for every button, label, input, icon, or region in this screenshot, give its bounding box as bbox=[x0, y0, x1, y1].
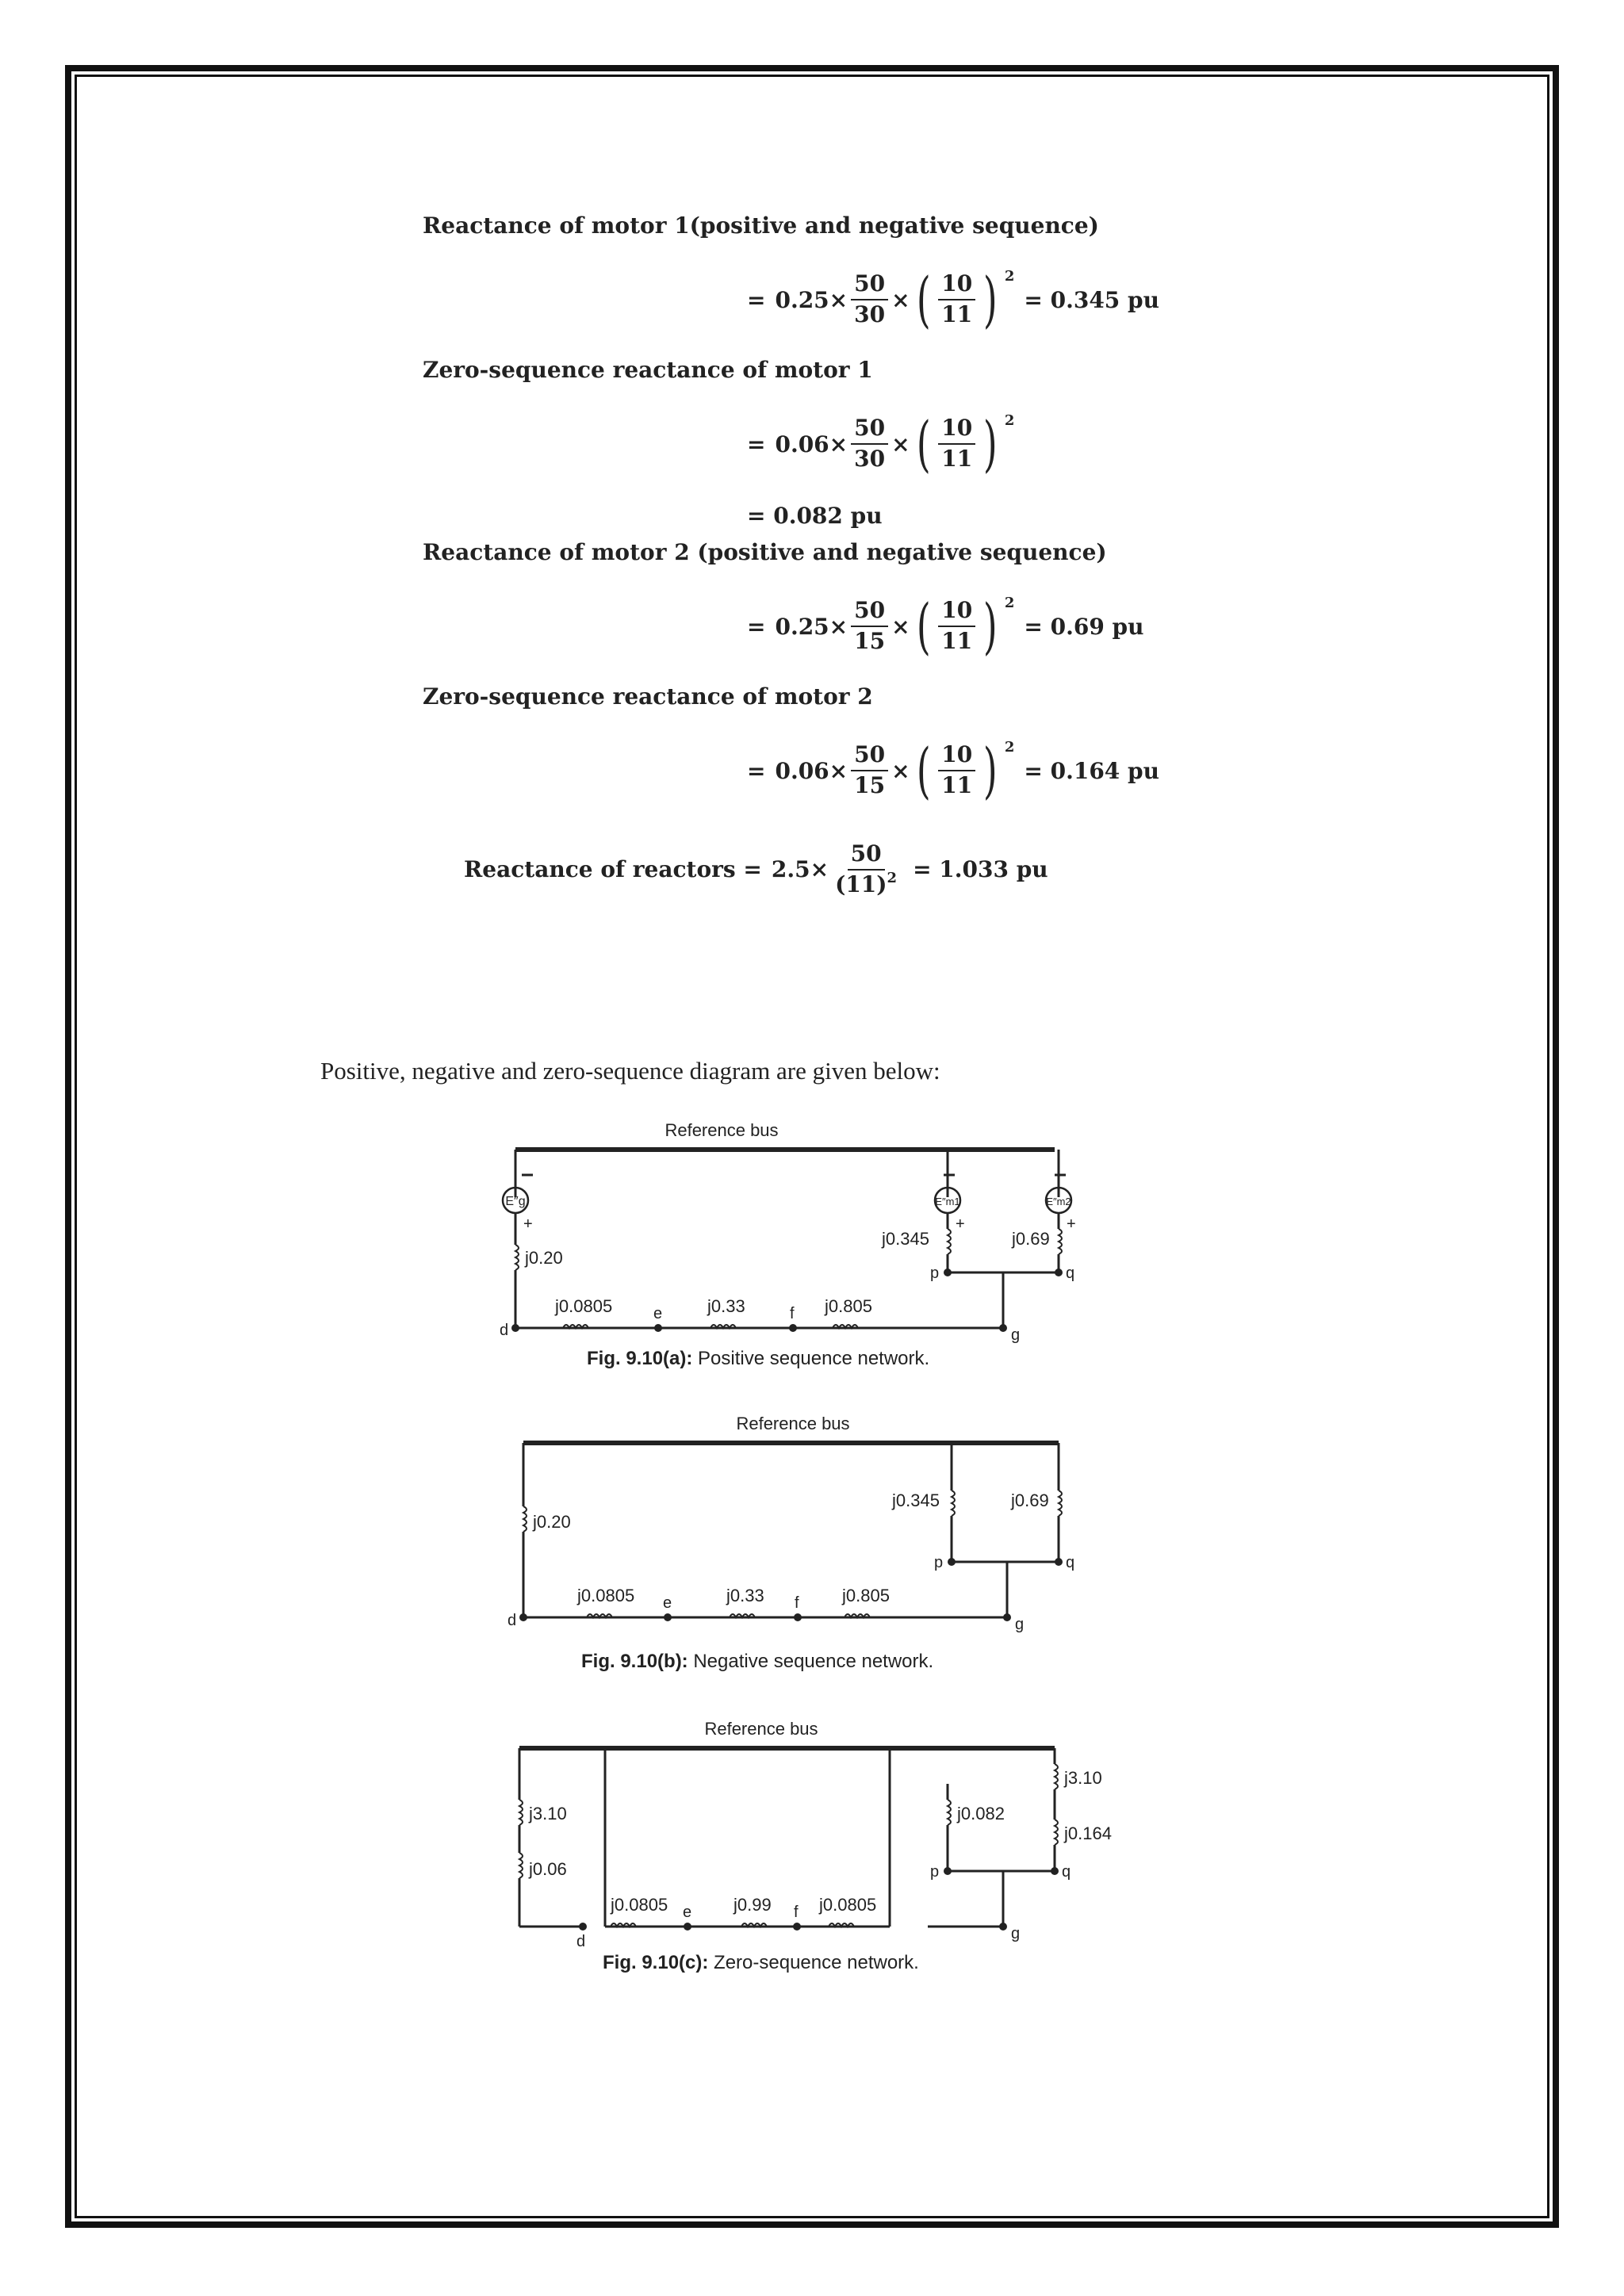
node-q bbox=[1055, 1269, 1063, 1276]
paren-group: ( $\frac{10}{11}$ ) bbox=[916, 264, 998, 335]
node-q-label: q bbox=[1062, 1863, 1071, 1881]
x-g-label: j0.20 bbox=[533, 1512, 571, 1532]
motor1-zero-equation: = 0.06 × $\frac{50}{30}$ × ( $\frac{10}{11}$ ) 2 bbox=[747, 408, 1015, 479]
motor2-inductor-icon bbox=[1059, 1490, 1062, 1516]
motor1-zero-label: Zero-sequence reactance of motor 1 bbox=[423, 357, 873, 383]
fig-a-caption: Fig. 9.10(a): Positive sequence network. bbox=[587, 1348, 930, 1369]
generator-source-label: E″g bbox=[505, 1195, 526, 1208]
node-p-label: p bbox=[930, 1863, 940, 1881]
positive-sequence-diagram bbox=[476, 1110, 1110, 1380]
motor1-source-label: E″m1 bbox=[935, 1196, 960, 1207]
node-f bbox=[789, 1324, 797, 1332]
motor2-source-label: E″m2 bbox=[1046, 1196, 1071, 1207]
node-q-label: q bbox=[1066, 1554, 1075, 1571]
node-p-label: p bbox=[934, 1554, 944, 1571]
reference-bus-label: Reference bus bbox=[665, 1120, 779, 1140]
node-p bbox=[948, 1558, 956, 1566]
x-m1-label: j0.345 bbox=[892, 1490, 940, 1510]
node-e bbox=[664, 1613, 672, 1621]
x-de-label: j0.0805 bbox=[555, 1296, 613, 1316]
node-g bbox=[1003, 1613, 1011, 1621]
node-f-label: f bbox=[794, 1904, 799, 1921]
generator-plus-sign: + bbox=[523, 1215, 533, 1233]
node-g-label: g bbox=[1015, 1616, 1025, 1633]
x-m2-label: j0.69 bbox=[1012, 1229, 1050, 1249]
motor1-inductor-icon bbox=[952, 1490, 955, 1516]
node-p-label: p bbox=[930, 1265, 940, 1282]
motor2-inductor-2-icon bbox=[1055, 1820, 1058, 1845]
node-d-label: d bbox=[500, 1322, 509, 1339]
node-p bbox=[944, 1867, 952, 1875]
node-g bbox=[999, 1324, 1007, 1332]
x-m1-label: j0.345 bbox=[882, 1229, 929, 1249]
reference-bus-label: Reference bus bbox=[736, 1414, 850, 1433]
motor2-inductor-1-icon bbox=[1055, 1764, 1058, 1789]
node-q bbox=[1055, 1558, 1063, 1566]
node-e-label: e bbox=[683, 1904, 692, 1921]
motor2-zero-label: Zero-sequence reactance of motor 2 bbox=[423, 683, 873, 710]
node-d-label: d bbox=[508, 1612, 517, 1629]
x-ef-label: j0.33 bbox=[726, 1586, 764, 1605]
x-m2a-label: j3.10 bbox=[1064, 1768, 1102, 1788]
motor1-pos-equation: = 0.25 × $\frac{50}{30}$ × ( $\frac{10}{11}$ ) 2 = 0.345 pu bbox=[747, 264, 1159, 335]
fig-c-caption: Fig. 9.10(c): Zero-sequence network. bbox=[603, 1952, 919, 1973]
node-q-label: q bbox=[1066, 1265, 1075, 1282]
fig-b-caption: Fig. 9.10(b): Negative sequence network. bbox=[581, 1651, 934, 1672]
node-f-label: f bbox=[795, 1594, 799, 1612]
node-e bbox=[684, 1923, 691, 1931]
x-ef-label: j0.33 bbox=[707, 1296, 745, 1316]
node-d bbox=[579, 1923, 587, 1931]
zero-sequence-diagram bbox=[480, 1709, 1138, 1970]
motor2-pos-equation: = 0.25 × $\frac{50}{15}$ × ( $\frac{10}{11}$ ) 2 = 0.69 pu bbox=[747, 591, 1144, 661]
node-g-label: g bbox=[1011, 1925, 1021, 1942]
x-de-label: j0.0805 bbox=[611, 1895, 668, 1915]
motor2-plus-sign: + bbox=[1067, 1215, 1076, 1233]
motor1-inductor-icon bbox=[948, 1229, 951, 1254]
node-g bbox=[999, 1923, 1007, 1931]
node-f-label: f bbox=[790, 1305, 795, 1322]
x-g2-label: j0.06 bbox=[529, 1859, 567, 1879]
x-m1-label: j0.082 bbox=[957, 1804, 1005, 1823]
generator-inductor-icon bbox=[515, 1245, 519, 1270]
node-f bbox=[794, 1613, 802, 1621]
motor2-inductor-icon bbox=[1059, 1229, 1062, 1254]
node-q bbox=[1051, 1867, 1059, 1875]
generator-inductor-1-icon bbox=[519, 1800, 523, 1825]
motor1-pos-label: Reactance of motor 1(positive and negative sequence) bbox=[423, 212, 1099, 239]
intro-text: Positive, negative and zero-sequence diagram are given below: bbox=[320, 1057, 940, 1085]
node-e bbox=[654, 1324, 662, 1332]
motor1-zero-result: = 0.082 pu bbox=[747, 503, 883, 529]
motor1-inductor-icon bbox=[948, 1800, 951, 1825]
node-d bbox=[519, 1613, 527, 1621]
x-ef-label: j0.99 bbox=[733, 1895, 772, 1915]
motor1-plus-sign: + bbox=[956, 1215, 965, 1233]
node-e-label: e bbox=[653, 1305, 663, 1322]
node-p bbox=[944, 1269, 952, 1276]
node-g-label: g bbox=[1011, 1326, 1021, 1344]
reactors-equation: Reactance of reactors = 2.5 × $\frac{50}{(11)^2}$ = 1.033 pu bbox=[464, 840, 1048, 897]
x-g1-label: j3.10 bbox=[529, 1804, 567, 1823]
x-fg-label: j0.805 bbox=[842, 1586, 890, 1605]
x-m2b-label: j0.164 bbox=[1064, 1823, 1112, 1843]
x-de-label: j0.0805 bbox=[577, 1586, 635, 1605]
x-fg-label: j0.0805 bbox=[819, 1895, 877, 1915]
reference-bus-label: Reference bus bbox=[704, 1719, 818, 1739]
motor2-pos-label: Reactance of motor 2 (positive and negative sequence) bbox=[423, 539, 1107, 565]
generator-inductor-icon bbox=[523, 1506, 527, 1532]
negative-sequence-diagram bbox=[484, 1403, 1110, 1641]
x-fg-label: j0.805 bbox=[825, 1296, 872, 1316]
x-m2-label: j0.69 bbox=[1011, 1490, 1049, 1510]
fraction: $\frac{50}{30}$ bbox=[851, 272, 888, 327]
node-d bbox=[511, 1324, 519, 1332]
node-f bbox=[793, 1923, 801, 1931]
node-e-label: e bbox=[663, 1594, 672, 1612]
generator-inductor-2-icon bbox=[519, 1853, 523, 1878]
node-d-label: d bbox=[576, 1933, 586, 1950]
motor2-zero-equation: = 0.06 × $\frac{50}{15}$ × ( $\frac{10}{11}$ ) 2 = 0.164 pu bbox=[747, 735, 1159, 806]
x-g-label: j0.20 bbox=[525, 1248, 563, 1268]
